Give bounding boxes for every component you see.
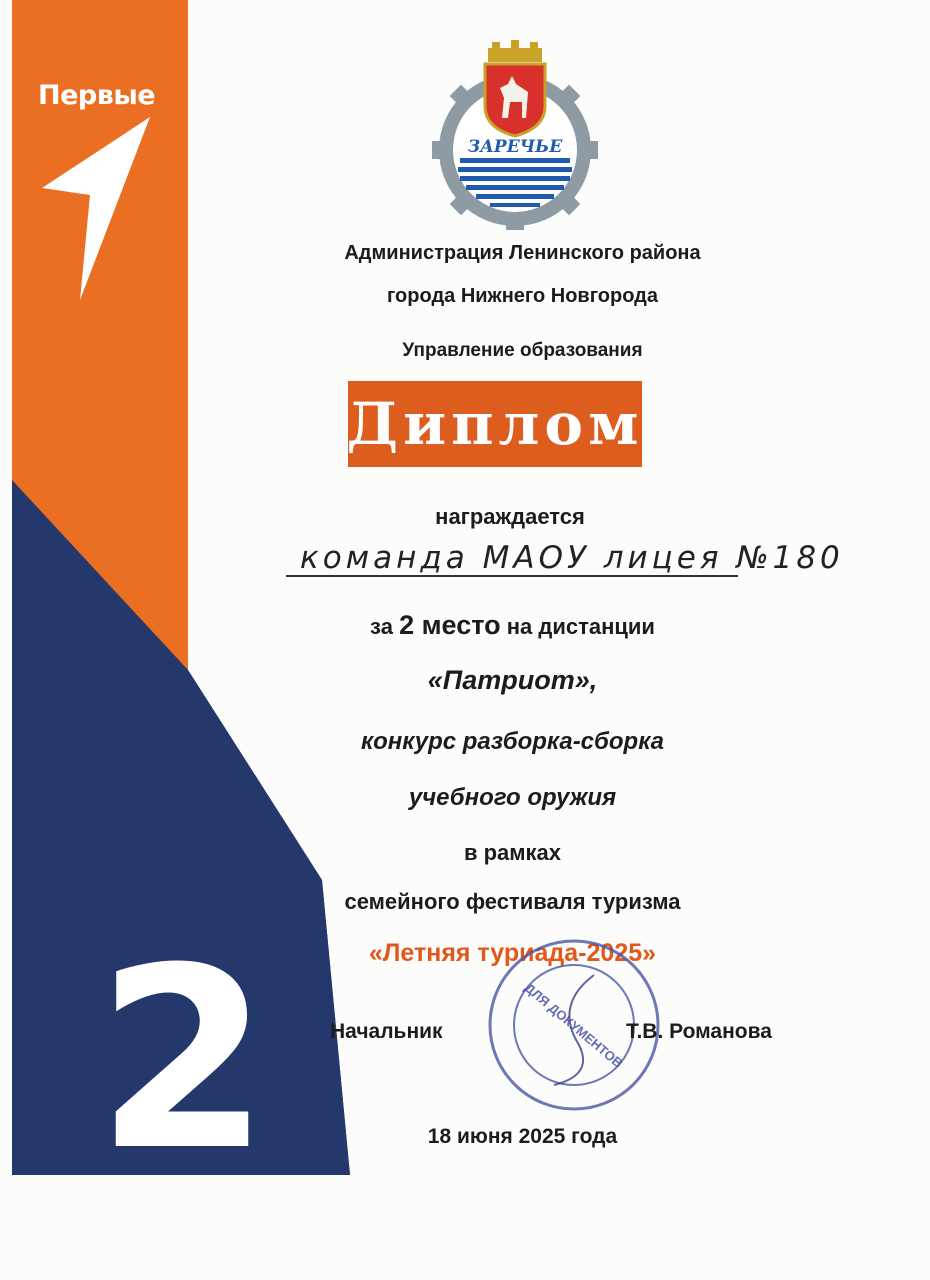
stamp-center-text: ДЛЯ ДОКУМЕНТОВ bbox=[521, 980, 626, 1071]
festival-line: семейного фестиваля туризма bbox=[344, 889, 681, 914]
coat-of-arms-icon bbox=[485, 40, 545, 136]
contest-line-1: конкурс разборка-сборка bbox=[360, 728, 665, 755]
festival-name: «Летняя туриада-2025» bbox=[368, 939, 657, 967]
badge-number: 2 bbox=[96, 914, 270, 1205]
for-prefix: за bbox=[370, 614, 393, 639]
contest-line-2: учебного оружия bbox=[408, 784, 617, 811]
brand-label: Первые bbox=[38, 80, 156, 111]
recipient-underline bbox=[286, 575, 738, 577]
framework-line: в рамках bbox=[463, 840, 562, 865]
event-name: «Патриот», bbox=[427, 665, 598, 695]
department: Управление образования bbox=[402, 340, 643, 361]
diploma-title-box bbox=[348, 381, 642, 467]
awarded-label: награждается bbox=[435, 504, 585, 529]
place-value: 2 место bbox=[399, 610, 501, 640]
issue-date: 18 июня 2025 года bbox=[427, 1125, 618, 1148]
signature-name: Т.В. Романова bbox=[626, 1020, 772, 1043]
signature-position: Начальник bbox=[330, 1020, 443, 1043]
org-line-2: города Нижнего Новгорода bbox=[386, 285, 658, 307]
place-line bbox=[0, 610, 930, 641]
diploma-title: Диплом bbox=[346, 390, 644, 458]
distance-text: на дистанции bbox=[506, 614, 655, 639]
org-line-1: Администрация Ленинского района bbox=[344, 242, 701, 264]
zarechye-emblem bbox=[430, 40, 600, 230]
recipient-handwritten: команда МАОУ лицея №180 bbox=[300, 540, 844, 576]
emblem-label: ЗАРЕЧЬЕ bbox=[467, 137, 563, 157]
